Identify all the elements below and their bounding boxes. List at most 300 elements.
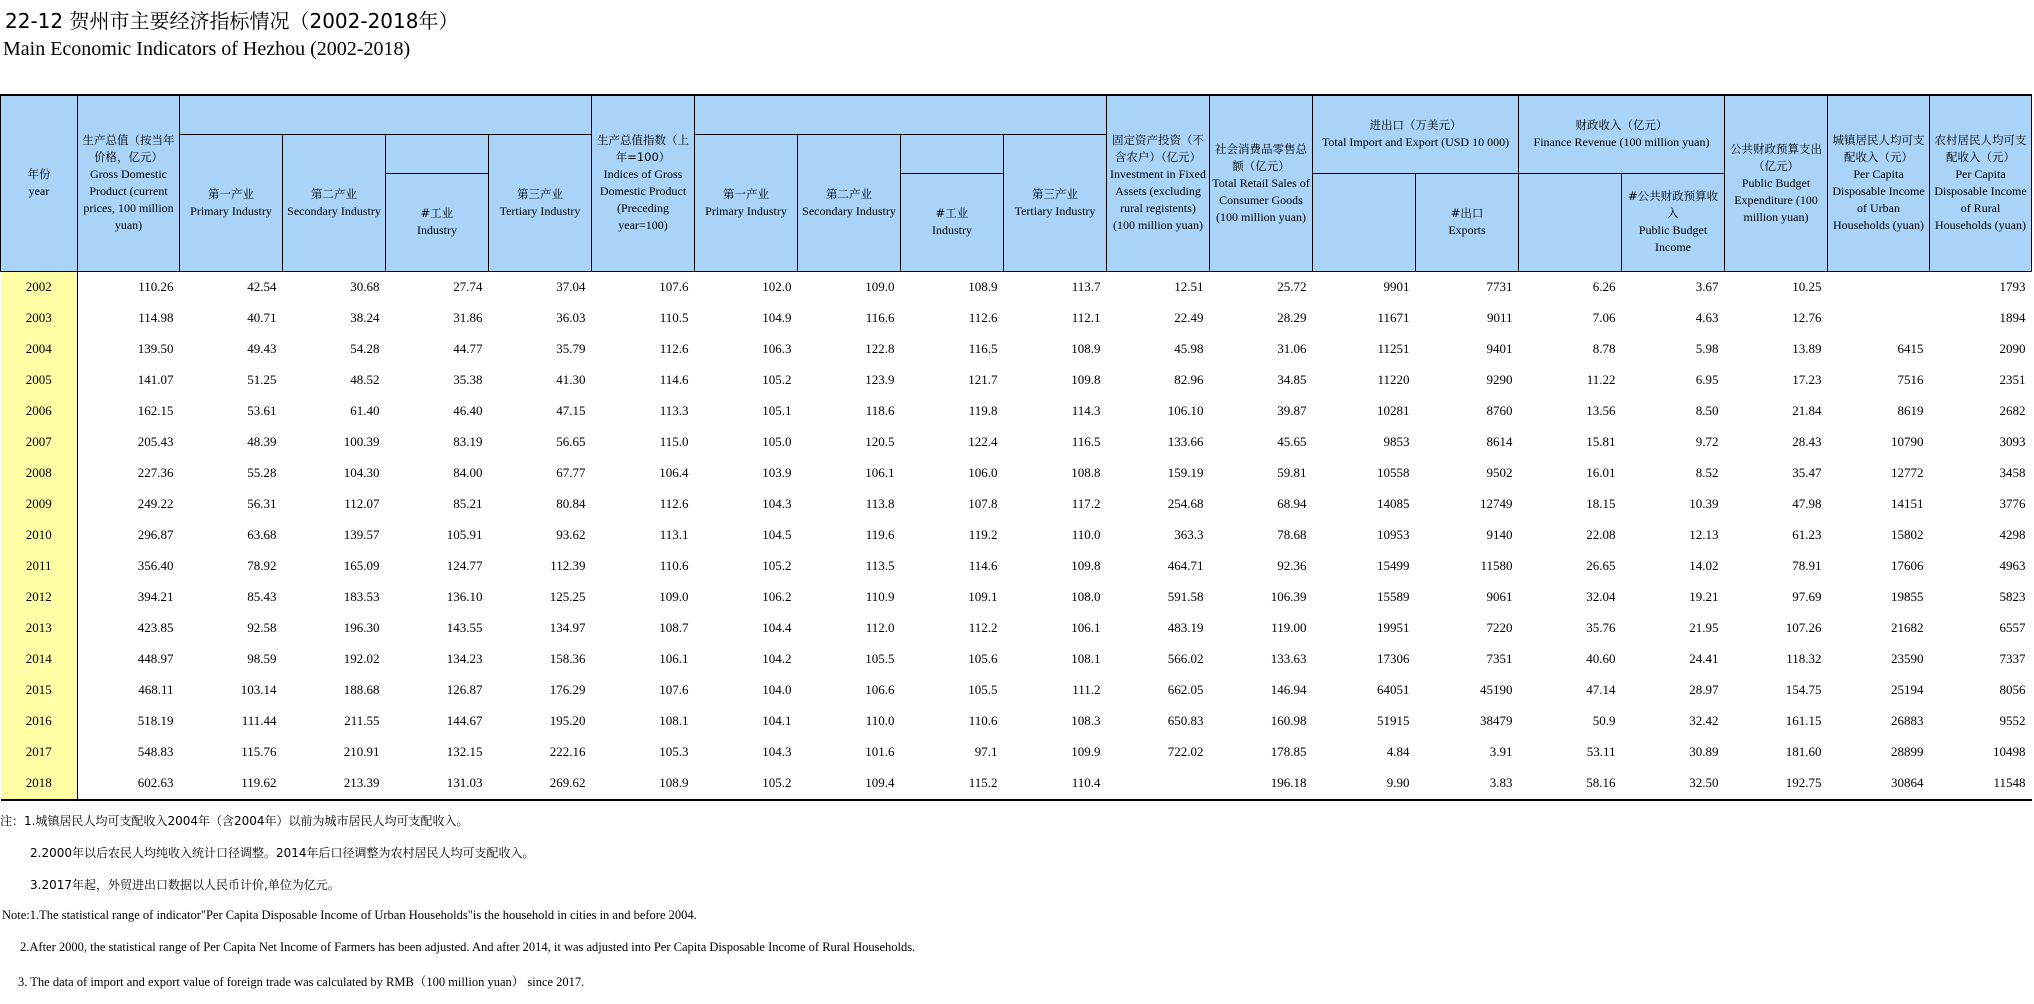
value-cell: 104.2 [762, 651, 792, 666]
value-cell: 3458 [1999, 465, 2026, 480]
value-cell: 115.0 [659, 434, 689, 449]
value-cell: 196.30 [343, 620, 380, 635]
value-cell: 67.77 [556, 465, 586, 480]
value-cell: 356.40 [137, 558, 174, 573]
value-cell: 109.4 [798, 768, 901, 800]
table-row [1, 396, 2032, 427]
value-cell: 115.2 [901, 768, 1004, 800]
value-cell: 107.6 [659, 682, 689, 697]
value-cell: 105.2 [695, 768, 798, 800]
value-cell: 23590 [1891, 651, 1924, 666]
value-cell: 124.77 [446, 558, 483, 573]
year-cell: 2013 [1, 613, 78, 644]
value-cell: 54.28 [350, 341, 380, 356]
value-cell: 68.94 [1277, 496, 1307, 511]
value-cell: 548.83 [137, 744, 174, 759]
value-cell: 108.9 [592, 768, 695, 800]
value-cell: 105.91 [446, 527, 483, 542]
value-cell: 110.6 [659, 558, 689, 573]
value-cell: 31.06 [1277, 341, 1307, 356]
value-cell: 104.9 [762, 310, 792, 325]
header-index-group [695, 95, 1107, 134]
value-cell: 110.4 [1004, 768, 1107, 800]
value-cell: 158.36 [549, 651, 586, 666]
value-cell: 15499 [1377, 558, 1410, 573]
value-cell: 165.09 [343, 558, 380, 573]
value-cell: 105.5 [968, 682, 998, 697]
header-gdp-index: 生产总值指数（上年=100） Indices of Gross Domestic Product (Preceding year=100) [592, 95, 695, 271]
value-cell: 131.03 [386, 768, 489, 800]
value-cell: 28.29 [1277, 310, 1307, 325]
value-cell: 112.39 [550, 558, 586, 573]
value-cell: 8619 [1897, 403, 1924, 418]
value-cell: 106.2 [762, 589, 792, 604]
value-cell: 104.30 [343, 465, 380, 480]
value-cell: 50.9 [1592, 713, 1616, 728]
header-gdp: 生产总值（按当年价格，亿元） Gross Domestic Product (current prices, 100 million yuan) [78, 95, 180, 271]
value-cell: 106.39 [1270, 589, 1307, 604]
value-cell: 105.5 [865, 651, 895, 666]
value-cell: 111.2 [1072, 682, 1101, 697]
value-cell: 161.15 [1785, 713, 1822, 728]
value-cell: 108.7 [659, 620, 689, 635]
year-cell: 2015 [1, 675, 78, 706]
value-cell: 188.68 [343, 682, 380, 697]
value-cell: 10558 [1377, 465, 1410, 480]
value-cell: 4.63 [1695, 310, 1719, 325]
value-cell: 296.87 [137, 527, 174, 542]
value-cell: 9011 [1486, 310, 1513, 325]
year-cell: 2009 [1, 489, 78, 520]
value-cell: 106.1 [865, 465, 895, 480]
value-cell: 64051 [1377, 682, 1410, 697]
value-cell: 11220 [1377, 372, 1410, 387]
value-cell: 38479 [1480, 713, 1513, 728]
value-cell: 114.6 [968, 558, 998, 573]
value-cell: 109.0 [865, 279, 895, 294]
value-cell: 107.6 [659, 279, 689, 294]
value-cell: 104.3 [762, 744, 792, 759]
value-cell: 13.89 [1792, 341, 1822, 356]
table-row [1, 365, 2032, 396]
value-cell: 30.68 [350, 279, 380, 294]
value-cell: 7516 [1897, 372, 1924, 387]
value-cell: 27.74 [453, 279, 483, 294]
value-cell: 9552 [1999, 713, 2026, 728]
header-public-budget: #公共财政预算收入 Public Budget Income [1622, 173, 1725, 271]
value-cell: 30864 [1828, 768, 1930, 800]
value-cell: 17.23 [1792, 372, 1822, 387]
table-row [1, 458, 2032, 489]
value-cell: 100.39 [343, 434, 380, 449]
value-cell: 47.15 [556, 403, 586, 418]
value-cell: 117.2 [1071, 496, 1101, 511]
value-cell: 22.49 [1174, 310, 1204, 325]
value-cell: 210.91 [343, 744, 380, 759]
value-cell: 105.2 [762, 372, 792, 387]
value-cell: 35.79 [556, 341, 586, 356]
value-cell: 40.71 [247, 310, 277, 325]
value-cell: 110.5 [659, 310, 689, 325]
value-cell: 3.83 [1416, 768, 1519, 800]
value-cell: 22.08 [1586, 527, 1616, 542]
value-cell: 105.3 [659, 744, 689, 759]
note-en-3: 3. The data of import and export value of foreign trade was calculated by RMB（100 million yuan） since 2017. [18, 975, 585, 989]
value-cell: 112.0 [865, 620, 895, 635]
header-industry: #工业 Industry [386, 173, 489, 271]
value-cell: 110.0 [865, 713, 895, 728]
value-cell: 113.8 [865, 496, 895, 511]
value-cell: 125.25 [549, 589, 586, 604]
value-cell: 119.62 [180, 768, 283, 800]
year-cell: 2004 [1, 334, 78, 365]
value-cell: 7220 [1486, 620, 1513, 635]
value-cell: 8.50 [1695, 403, 1719, 418]
value-cell: 38.24 [350, 310, 380, 325]
value-cell: 82.96 [1174, 372, 1204, 387]
value-cell: 106.4 [659, 465, 689, 480]
value-cell: 8.78 [1592, 341, 1616, 356]
value-cell: 11251 [1377, 341, 1410, 356]
value-cell: 109.8 [1071, 558, 1101, 573]
value-cell: 132.15 [446, 744, 483, 759]
value-cell [1828, 271, 1930, 303]
value-cell: 3.91 [1489, 744, 1513, 759]
value-cell: 2682 [1999, 403, 2026, 418]
note-cn-1: 注：1.城镇居民人均可支配收入2004年（含2004年）以前为城市居民人均可支配收入。 [0, 814, 469, 828]
value-cell: 34.85 [1277, 372, 1307, 387]
value-cell: 46.40 [453, 403, 483, 418]
value-cell: 113.1 [659, 527, 689, 542]
value-cell: 13.56 [1586, 403, 1616, 418]
value-cell: 47.98 [1792, 496, 1822, 511]
header-tertiary: 第三产业 Tertiary Industry [489, 134, 592, 271]
value-cell: 4298 [1999, 527, 2026, 542]
value-cell: 104.1 [762, 713, 792, 728]
value-cell: 32.42 [1689, 713, 1719, 728]
value-cell: 109.0 [659, 589, 689, 604]
year-cell: 2003 [1, 303, 78, 334]
value-cell: 8614 [1486, 434, 1513, 449]
value-cell: 134.97 [549, 620, 586, 635]
value-cell: 154.75 [1785, 682, 1822, 697]
value-cell: 1894 [1999, 310, 2026, 325]
value-cell: 106.1 [1071, 620, 1101, 635]
table-row [1, 613, 2032, 644]
table-row [1, 551, 2032, 582]
value-cell: 28.97 [1689, 682, 1719, 697]
table-row [1, 520, 2032, 551]
value-cell: 6.95 [1695, 372, 1719, 387]
value-cell: 104.0 [762, 682, 792, 697]
table-row [1, 644, 2032, 675]
value-cell: 119.8 [968, 403, 998, 418]
value-cell: 7337 [1999, 651, 2026, 666]
header-retail: 社会消费品零售总额（亿元） Total Retail Sales of Consumer Goods (100 million yuan) [1210, 95, 1313, 271]
value-cell: 15802 [1891, 527, 1924, 542]
value-cell: 10.39 [1689, 496, 1719, 511]
value-cell: 591.58 [1167, 589, 1204, 604]
year-cell: 2012 [1, 582, 78, 613]
year-cell: 2006 [1, 396, 78, 427]
value-cell: 108.1 [659, 713, 689, 728]
value-cell: 141.07 [137, 372, 174, 387]
value-cell: 26.65 [1586, 558, 1616, 573]
value-cell: 104.3 [762, 496, 792, 511]
value-cell: 9061 [1486, 589, 1513, 604]
value-cell: 97.1 [974, 744, 998, 759]
note-en-1: Note:1.The statistical range of indicator"Per Capita Disposable Income of Urban Households"is the household in cities in and before 2004. [2, 908, 697, 922]
value-cell: 3093 [1999, 434, 2026, 449]
value-cell: 12.76 [1792, 310, 1822, 325]
value-cell: 121.7 [968, 372, 998, 387]
value-cell: 51.25 [247, 372, 277, 387]
value-cell: 1793 [1999, 279, 2026, 294]
value-cell: 6557 [1999, 620, 2026, 635]
value-cell: 25194 [1891, 682, 1924, 697]
value-cell: 78.92 [247, 558, 277, 573]
value-cell: 12.51 [1174, 279, 1204, 294]
value-cell: 92.58 [247, 620, 277, 635]
value-cell: 15589 [1377, 589, 1410, 604]
value-cell: 176.29 [549, 682, 586, 697]
value-cell: 9502 [1486, 465, 1513, 480]
value-cell: 39.87 [1277, 403, 1307, 418]
value-cell: 12.13 [1689, 527, 1719, 542]
value-cell: 134.23 [446, 651, 483, 666]
value-cell: 363.3 [1174, 527, 1204, 542]
value-cell: 254.68 [1167, 496, 1204, 511]
header-year: 年份 year [1, 95, 78, 271]
value-cell: 108.9 [1071, 341, 1101, 356]
value-cell: 108.0 [1071, 589, 1101, 604]
note-en-2: 2.After 2000, the statistical range of Per Capita Net Income of Farmers has been adjusted. And after 2014, it was adjusted into Per Capita Disposable Income of Rural Households. [20, 940, 916, 954]
value-cell: 8056 [1999, 682, 2026, 697]
year-cell: 2002 [1, 271, 78, 303]
value-cell: 55.28 [247, 465, 277, 480]
value-cell: 84.00 [453, 465, 483, 480]
value-cell: 103.9 [762, 465, 792, 480]
value-cell: 56.31 [247, 496, 277, 511]
value-cell: 118.6 [865, 403, 895, 418]
value-cell: 4963 [1999, 558, 2026, 573]
table-row [1, 427, 2032, 458]
value-cell: 139.57 [343, 527, 380, 542]
header-gdp-group [180, 95, 592, 134]
value-cell: 10953 [1377, 527, 1410, 542]
value-cell: 35.76 [1586, 620, 1616, 635]
table-body [1, 271, 2032, 800]
value-cell: 30.89 [1689, 744, 1719, 759]
value-cell: 6415 [1897, 341, 1924, 356]
value-cell: 119.2 [968, 527, 998, 542]
value-cell: 113.5 [865, 558, 895, 573]
value-cell: 41.30 [556, 372, 586, 387]
value-cell: 14151 [1891, 496, 1924, 511]
value-cell: 36.03 [556, 310, 586, 325]
value-cell: 115.76 [241, 744, 277, 759]
year-cell: 2005 [1, 365, 78, 396]
value-cell: 423.85 [137, 620, 174, 635]
value-cell: 113.7 [1071, 279, 1101, 294]
value-cell: 48.39 [247, 434, 277, 449]
value-cell: 108.1 [1071, 651, 1101, 666]
value-cell: 2090 [1999, 341, 2026, 356]
header-trade: 进出口（万美元） Total Import and Export (USD 10 000) [1313, 95, 1519, 173]
value-cell: 468.11 [138, 682, 174, 697]
value-cell: 8.52 [1695, 465, 1719, 480]
value-cell: 107.26 [1785, 620, 1822, 635]
value-cell: 35.38 [453, 372, 483, 387]
value-cell: 114.3 [1071, 403, 1101, 418]
value-cell: 9901 [1383, 279, 1410, 294]
value-cell: 102.0 [762, 279, 792, 294]
value-cell: 122.4 [968, 434, 998, 449]
value-cell: 650.83 [1167, 713, 1204, 728]
value-cell: 122.8 [865, 341, 895, 356]
value-cell: 10790 [1891, 434, 1924, 449]
value-cell: 9853 [1383, 434, 1410, 449]
value-cell: 566.02 [1167, 651, 1204, 666]
value-cell: 119.00 [1271, 620, 1307, 635]
header-index-secondary: 第二产业 Secondary Industry [798, 134, 901, 271]
value-cell: 104.5 [762, 527, 792, 542]
value-cell: 98.59 [247, 651, 277, 666]
value-cell: 227.36 [137, 465, 174, 480]
value-cell: 143.55 [446, 620, 483, 635]
value-cell: 116.5 [1071, 434, 1101, 449]
value-cell: 16.01 [1586, 465, 1616, 480]
value-cell: 249.22 [137, 496, 174, 511]
value-cell: 116.5 [968, 341, 998, 356]
value-cell: 83.19 [453, 434, 483, 449]
note-cn-2: 2.2000年以后农民人均纯收入统计口径调整。2014年后口径调整为农村居民人均可支配收入。 [30, 846, 535, 860]
value-cell: 110.26 [138, 279, 174, 294]
header-secondary: 第二产业 Secondary Industry [283, 134, 386, 271]
value-cell: 112.6 [968, 310, 998, 325]
value-cell: 48.52 [350, 372, 380, 387]
header-index-industry: #工业 Industry [901, 173, 1004, 271]
value-cell: 110.9 [865, 589, 895, 604]
value-cell: 32.04 [1586, 589, 1616, 604]
value-cell: 85.43 [247, 589, 277, 604]
value-cell: 9401 [1486, 341, 1513, 356]
value-cell: 101.6 [865, 744, 895, 759]
value-cell: 12772 [1891, 465, 1924, 480]
value-cell: 181.60 [1785, 744, 1822, 759]
header-exports: #出口 Exports [1416, 173, 1519, 271]
value-cell: 112.6 [659, 496, 689, 511]
value-cell: 106.10 [1167, 403, 1204, 418]
value-cell: 192.02 [343, 651, 380, 666]
value-cell: 136.10 [446, 589, 483, 604]
value-cell: 58.16 [1519, 768, 1622, 800]
value-cell: 178.85 [1270, 744, 1307, 759]
value-cell [1107, 768, 1210, 800]
value-cell: 25.72 [1277, 279, 1307, 294]
table-row [1, 706, 2032, 737]
value-cell: 11548 [1930, 768, 2032, 800]
header-urban-income: 城镇居民人均可支配收入（元） Per Capita Disposable Income of Urban Households (yuan) [1828, 95, 1930, 271]
value-cell: 19855 [1891, 589, 1924, 604]
value-cell: 7731 [1486, 279, 1513, 294]
value-cell: 133.66 [1167, 434, 1204, 449]
value-cell: 112.07 [344, 496, 380, 511]
value-cell: 3776 [1999, 496, 2026, 511]
value-cell: 106.6 [865, 682, 895, 697]
value-cell: 51915 [1377, 713, 1410, 728]
value-cell: 61.23 [1792, 527, 1822, 542]
value-cell: 9.90 [1313, 768, 1416, 800]
year-cell: 2007 [1, 427, 78, 458]
value-cell: 26883 [1891, 713, 1924, 728]
value-cell: 21.84 [1792, 403, 1822, 418]
value-cell: 105.0 [762, 434, 792, 449]
value-cell: 19951 [1377, 620, 1410, 635]
value-cell: 159.19 [1167, 465, 1204, 480]
header-trade-total [1313, 173, 1416, 271]
value-cell: 112.1 [1071, 310, 1101, 325]
value-cell: 211.55 [344, 713, 380, 728]
value-cell: 5823 [1999, 589, 2026, 604]
header-index-primary: 第一产业 Primary Industry [695, 134, 798, 271]
value-cell: 118.32 [1786, 651, 1822, 666]
value-cell: 394.21 [137, 589, 174, 604]
header-expenditure: 公共财政预算支出（亿元） Public Budget Expenditure (100 million yuan) [1725, 95, 1828, 271]
value-cell: 108.8 [1071, 465, 1101, 480]
value-cell: 17306 [1377, 651, 1410, 666]
value-cell: 63.68 [247, 527, 277, 542]
value-cell: 19.21 [1689, 589, 1719, 604]
table-row [1, 489, 2032, 520]
table-row [1, 737, 2032, 768]
header-investment: 固定资产投资（不含农户）（亿元） Investment in Fixed Assets (excluding rural registents) (100 million yuan) [1107, 95, 1210, 271]
value-cell: 28899 [1891, 744, 1924, 759]
value-cell: 3.67 [1695, 279, 1719, 294]
value-cell: 17606 [1891, 558, 1924, 573]
value-cell: 662.05 [1167, 682, 1204, 697]
value-cell: 114.98 [138, 310, 174, 325]
value-cell: 45.65 [1277, 434, 1307, 449]
value-cell: 40.60 [1586, 651, 1616, 666]
value-cell: 6.26 [1592, 279, 1616, 294]
value-cell: 183.53 [343, 589, 380, 604]
value-cell: 11671 [1377, 310, 1410, 325]
value-cell: 78.91 [1792, 558, 1822, 573]
value-cell [1828, 303, 1930, 334]
value-cell: 56.65 [556, 434, 586, 449]
value-cell: 105.1 [762, 403, 792, 418]
value-cell: 53.61 [247, 403, 277, 418]
value-cell: 14085 [1377, 496, 1410, 511]
value-cell: 103.14 [240, 682, 277, 697]
value-cell: 12749 [1480, 496, 1513, 511]
value-cell: 109.8 [1071, 372, 1101, 387]
value-cell: 107.8 [968, 496, 998, 511]
value-cell: 7351 [1486, 651, 1513, 666]
value-cell: 106.1 [659, 651, 689, 666]
table-row [1, 675, 2032, 706]
value-cell: 28.43 [1792, 434, 1822, 449]
value-cell: 97.69 [1792, 589, 1822, 604]
value-cell: 14.02 [1689, 558, 1719, 573]
year-cell: 2016 [1, 706, 78, 737]
value-cell: 146.94 [1270, 682, 1307, 697]
value-cell: 11580 [1480, 558, 1513, 573]
value-cell: 448.97 [137, 651, 174, 666]
value-cell: 80.84 [556, 496, 586, 511]
value-cell: 108.3 [1071, 713, 1101, 728]
